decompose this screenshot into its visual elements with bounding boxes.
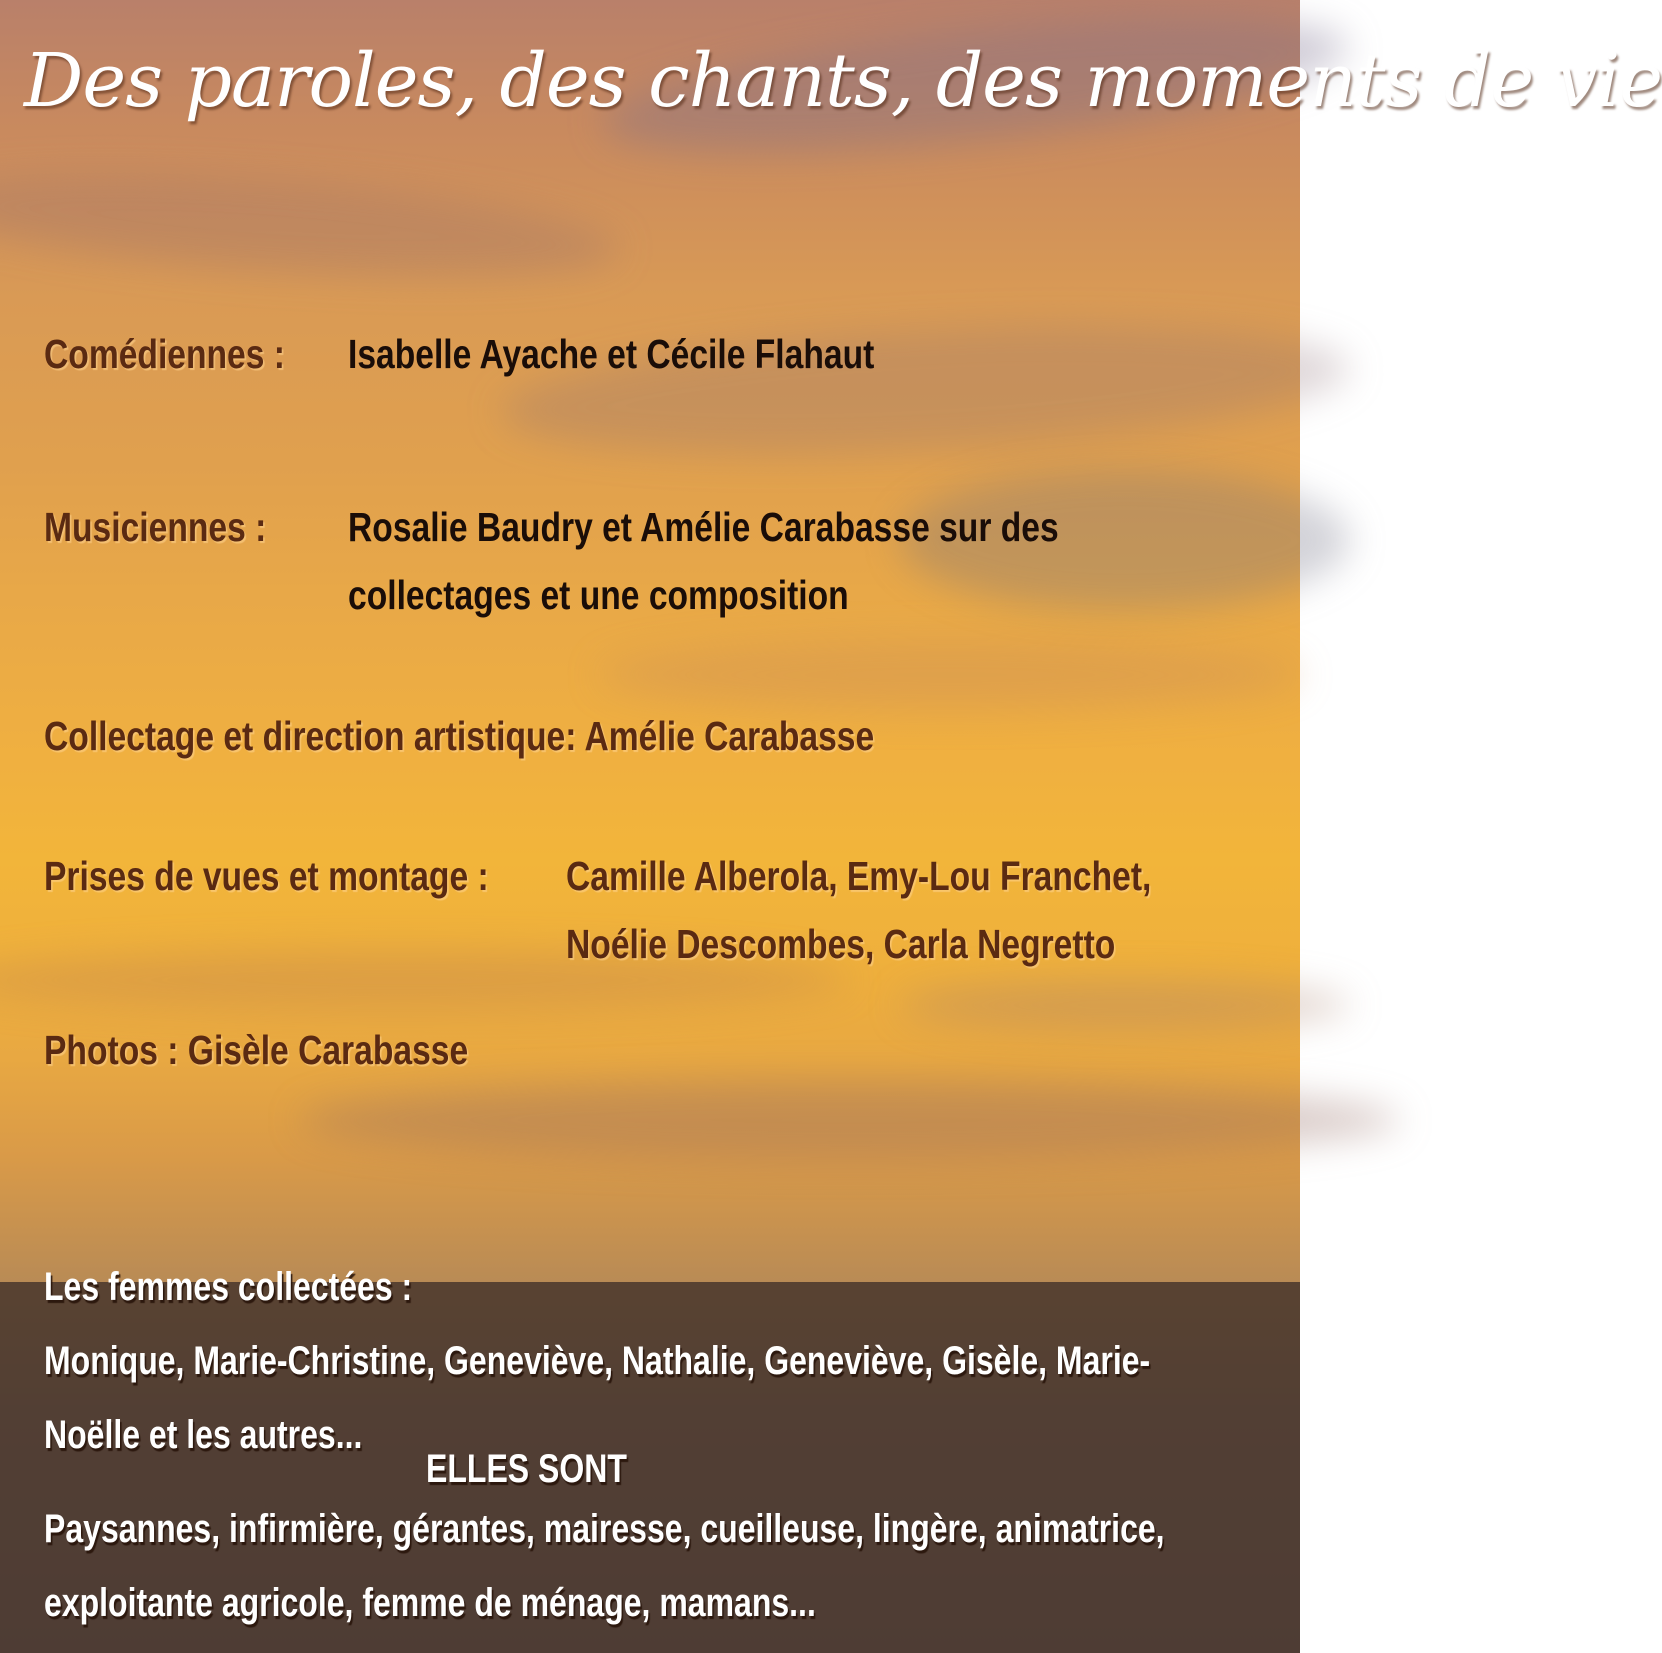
jobs-line1: Paysannes, infirmière, gérantes, mairesse, cueilleuse, lingère, animatrice, <box>44 1507 1165 1551</box>
women-names-line1: Monique, Marie-Christine, Geneviève, Nathalie, Geneviève, Gisèle, Marie- <box>44 1339 1151 1383</box>
cloud-shape <box>900 980 1350 1030</box>
musiciennes-line1: Rosalie Baudry et Amélie Carabasse sur des <box>348 504 1059 550</box>
credit-comediennes <box>44 320 285 388</box>
women-heading: Les femmes collectées : <box>44 1265 413 1309</box>
comediennes-value-row <box>348 320 874 388</box>
women-names-line2: Noëlle et les autres... <box>44 1413 363 1457</box>
comediennes-label: Comédiennes : <box>44 331 285 377</box>
prises-line1: Camille Alberola, Emy-Lou Franchet, <box>566 853 1152 899</box>
prises-label: Prises de vues et montage : <box>44 853 489 899</box>
jobs-line2: exploitante agricole, femme de ménage, mamans... <box>44 1581 816 1625</box>
musiciennes-label: Musiciennes : <box>44 504 267 550</box>
credit-musiciennes <box>44 493 266 561</box>
musiciennes-line2: collectages et une composition <box>348 572 849 618</box>
credit-prises <box>44 842 489 910</box>
elles-sont-text: ELLES SONT <box>426 1447 627 1491</box>
cloud-shape <box>0 156 622 295</box>
musiciennes-value-row <box>348 493 1059 629</box>
collectage-line: Collectage et direction artistique: Amélie Carabasse <box>44 713 875 759</box>
photos-line: Photos : Gisèle Carabasse <box>44 1027 469 1073</box>
page-title: Des paroles, des chants, des moments de vie <box>24 38 1662 124</box>
prises-value-row <box>566 842 1151 978</box>
prises-line2: Noélie Descombes, Carla Negretto <box>566 921 1116 967</box>
cloud-shape <box>600 640 1300 710</box>
credit-collectage <box>44 702 874 770</box>
comediennes-value: Isabelle Ayache et Cécile Flahaut <box>348 331 875 377</box>
cloud-shape <box>300 1080 1400 1160</box>
jobs-section <box>44 1492 1165 1640</box>
credit-photos <box>44 1016 468 1084</box>
